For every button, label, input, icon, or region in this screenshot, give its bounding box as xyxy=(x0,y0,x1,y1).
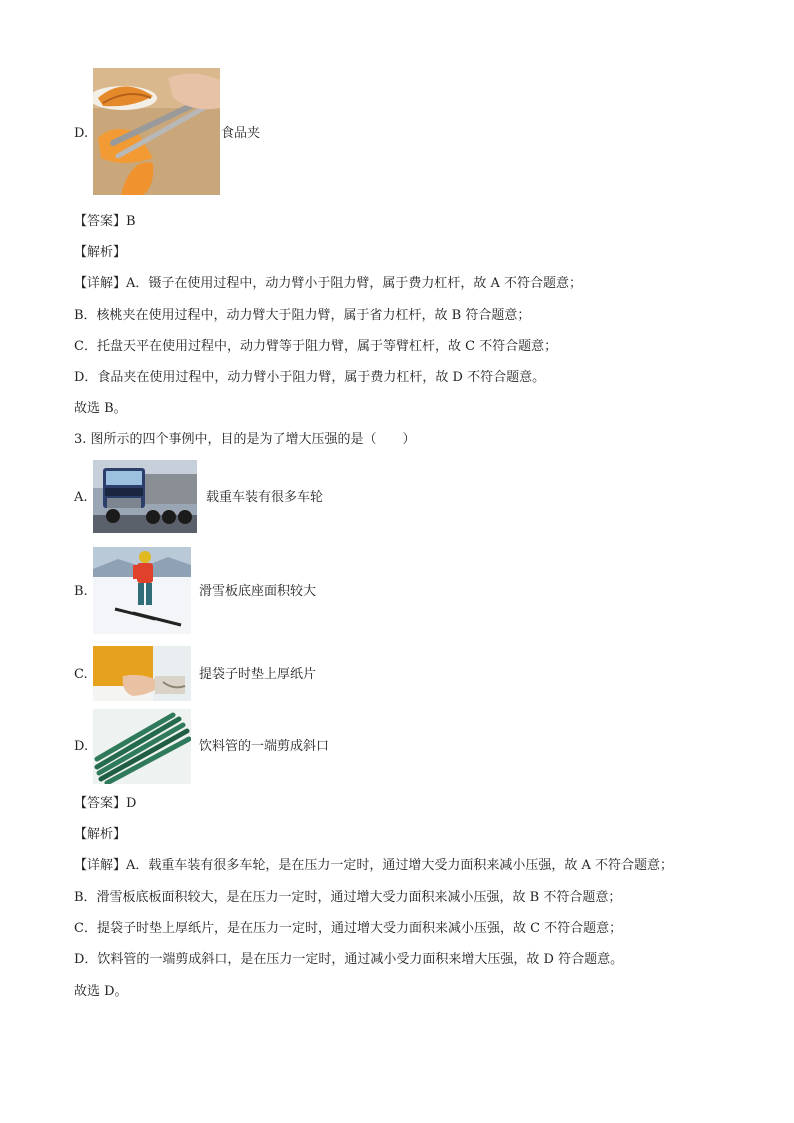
q3-option-d-letter: D. xyxy=(74,739,89,754)
q3-analysis-title: 【解析】 xyxy=(74,827,127,842)
q3-answer: 【答案】D xyxy=(74,796,137,811)
food-tongs-image xyxy=(93,68,220,195)
q3-detail-c: C．提袋子时垫上厚纸片，是在压力一定时，通过增大受力面积来减小压强，故 C 不符合题意； xyxy=(74,921,623,936)
q2-answer: 【答案】B xyxy=(74,214,136,229)
q2-detail-a: 【详解】A．镊子在使用过程中，动力臂小于阻力臂，属于费力杠杆，故 A 不符合题意； xyxy=(74,276,583,291)
q3-detail-a: 【详解】A．载重车装有很多车轮，是在压力一定时，通过增大受力面积来减小压强，故 A 不符合题意； xyxy=(74,858,674,873)
q3-option-d-text: 饮料管的一端剪成斜口 xyxy=(199,739,330,754)
q3-option-b-text: 滑雪板底座面积较大 xyxy=(199,584,317,599)
q2-analysis-title: 【解析】 xyxy=(74,245,127,260)
q3-conclusion: 故选 D。 xyxy=(74,984,128,999)
q3-option-c-letter: C. xyxy=(74,667,88,682)
q2-detail-d: D．食品夹在使用过程中，动力臂小于阻力臂，属于费力杠杆，故 D 不符合题意。 xyxy=(74,370,546,385)
q3-question: 3. 图所示的四个事例中，目的是为了增大压强的是（ ） xyxy=(74,432,416,447)
q3-detail-d: D．饮料管的一端剪成斜口，是在压力一定时，通过减小受力面积来增大压强，故 D 符合题意。 xyxy=(74,952,624,967)
q3-option-a-letter: A. xyxy=(74,490,88,505)
truck-image xyxy=(93,460,197,533)
q3-option-c-text: 提袋子时垫上厚纸片 xyxy=(199,667,317,682)
q2-detail-b: B．核桃夹在使用过程中，动力臂大于阻力臂，属于省力杠杆，故 B 符合题意； xyxy=(74,308,531,323)
q3-option-a-text: 载重车装有很多车轮 xyxy=(206,490,324,505)
q2-option-d-text: 食品夹 xyxy=(221,126,261,141)
q2-option-d-letter: D. xyxy=(74,126,89,141)
q2-conclusion: 故选 B。 xyxy=(74,401,127,416)
q2-detail-c: C．托盘天平在使用过程中，动力臂等于阻力臂，属于等臂杠杆，故 C 不符合题意； xyxy=(74,339,558,354)
q3-detail-b: B．滑雪板底板面积较大，是在压力一定时，通过增大受力面积来减小压强，故 B 不符合题意； xyxy=(74,890,622,905)
straws-image xyxy=(93,709,191,784)
bag-image xyxy=(93,646,191,701)
q3-option-b-letter: B. xyxy=(74,584,88,599)
skier-image xyxy=(93,547,191,634)
